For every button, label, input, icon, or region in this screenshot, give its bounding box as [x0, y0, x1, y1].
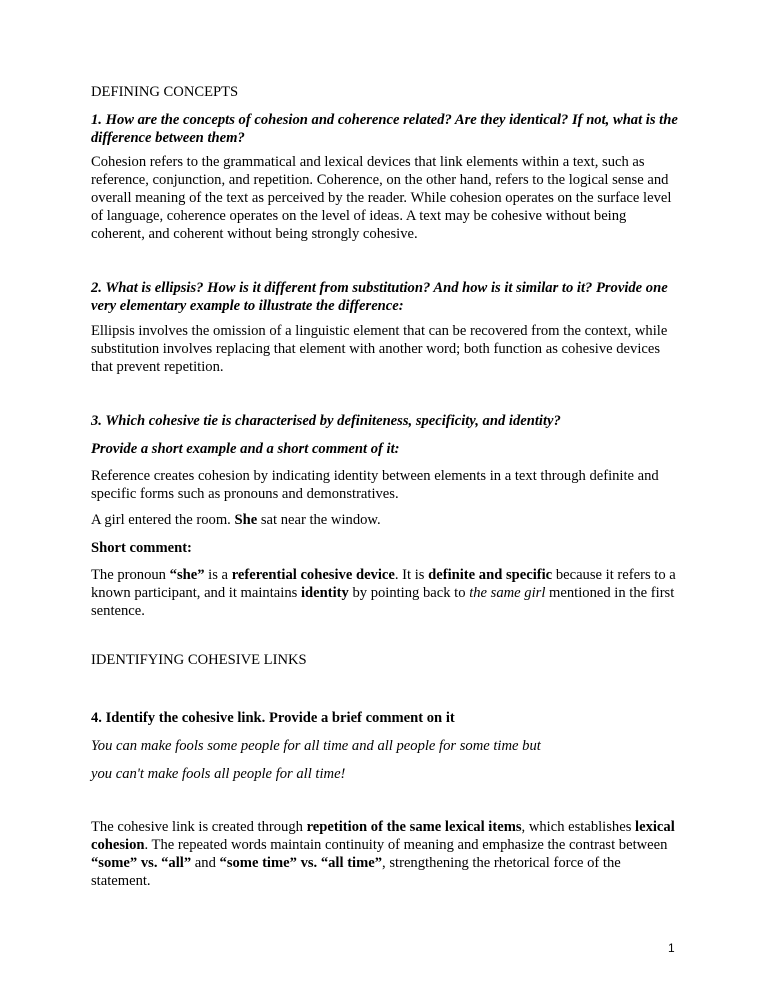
- comment-bold: referential cohesive device: [231, 567, 395, 583]
- answer-text: , which establishes: [521, 819, 636, 835]
- question-1-title: 1. How are the concepts of cohesion and coherence related? Are they identical? If not, what is the difference between them?: [91, 112, 678, 146]
- comment-text: . It is: [394, 567, 429, 583]
- section-heading-identifying-cohesive-links: IDENTIFYING COHESIVE LINKS: [91, 652, 307, 668]
- comment-bold: identity: [300, 585, 349, 601]
- question-3-answer: Reference creates cohesion by indicating identity between elements in a text through definite and specific forms such as pronouns and demonstratives.: [91, 468, 659, 502]
- question-3-title: 3. Which cohesive tie is characterised by definiteness, specificity, and identity?: [91, 413, 561, 429]
- question-4-quote-line-2: you can't make fools all people for all time!: [91, 766, 346, 782]
- question-3-comment-label: Short comment:: [91, 540, 192, 556]
- question-1-answer: Cohesion refers to the grammatical and lexical devices that link elements within a text, such as reference, conjunction, and repetition. Coherence, on the other hand, refers to the logical sense and overall meaning of the text as perceived by the reader. While cohesion operates on the surface level of language, coherence operates on the level of ideas. A text may be cohesive without being coherent, and coherent without being strongly cohesive.: [91, 154, 672, 242]
- page-number: 1: [668, 941, 675, 955]
- answer-bold: “some” vs. “all”: [91, 855, 192, 871]
- example-text-bold: She: [234, 512, 258, 528]
- comment-text: The pronoun: [91, 567, 170, 583]
- answer-bold: “some time” vs. “all time”: [219, 855, 383, 871]
- comment-text: by pointing back to: [348, 585, 470, 601]
- question-3-example: [91, 511, 681, 529]
- question-3-subtitle: Provide a short example and a short comment of it:: [91, 441, 400, 457]
- comment-italic: the same girl: [469, 585, 546, 601]
- example-text-post: sat near the window.: [257, 512, 381, 528]
- question-4-quote-line-1: You can make fools some people for all time and all people for some time but: [91, 738, 541, 754]
- question-4-answer: [91, 818, 681, 890]
- example-text-pre: A girl entered the room.: [91, 512, 235, 528]
- comment-bold: “she”: [169, 567, 205, 583]
- answer-bold: repetition of the same lexical items: [306, 819, 522, 835]
- comment-text: is a: [204, 567, 232, 583]
- comment-text: because it refers to a known participant, and it maintains: [91, 567, 676, 601]
- question-2-answer: Ellipsis involves the omission of a linguistic element that can be recovered from the context, while substitution involves replacing that element with another word; both function as cohesive devices that prevent repetition.: [91, 323, 668, 375]
- comment-text: mentioned in the first sentence.: [91, 585, 675, 619]
- question-3-comment: [91, 566, 681, 620]
- question-2-title: 2. What is ellipsis? How is it different from substitution? And how is it similar to it? Provide one very elementary example to illustrate the difference:: [91, 280, 668, 314]
- answer-text: The cohesive link is created through: [91, 819, 307, 835]
- comment-bold: definite and specific: [428, 567, 553, 583]
- answer-text: , strengthening the rhetorical force of the statement.: [91, 855, 621, 889]
- answer-text: . The repeated words maintain continuity of meaning and emphasize the contrast between: [144, 837, 668, 853]
- question-4-title: 4. Identify the cohesive link. Provide a brief comment on it: [91, 710, 455, 726]
- section-heading-defining-concepts: DEFINING CONCEPTS: [91, 84, 239, 100]
- answer-bold: lexical cohesion: [91, 819, 675, 853]
- answer-text: and: [191, 855, 220, 871]
